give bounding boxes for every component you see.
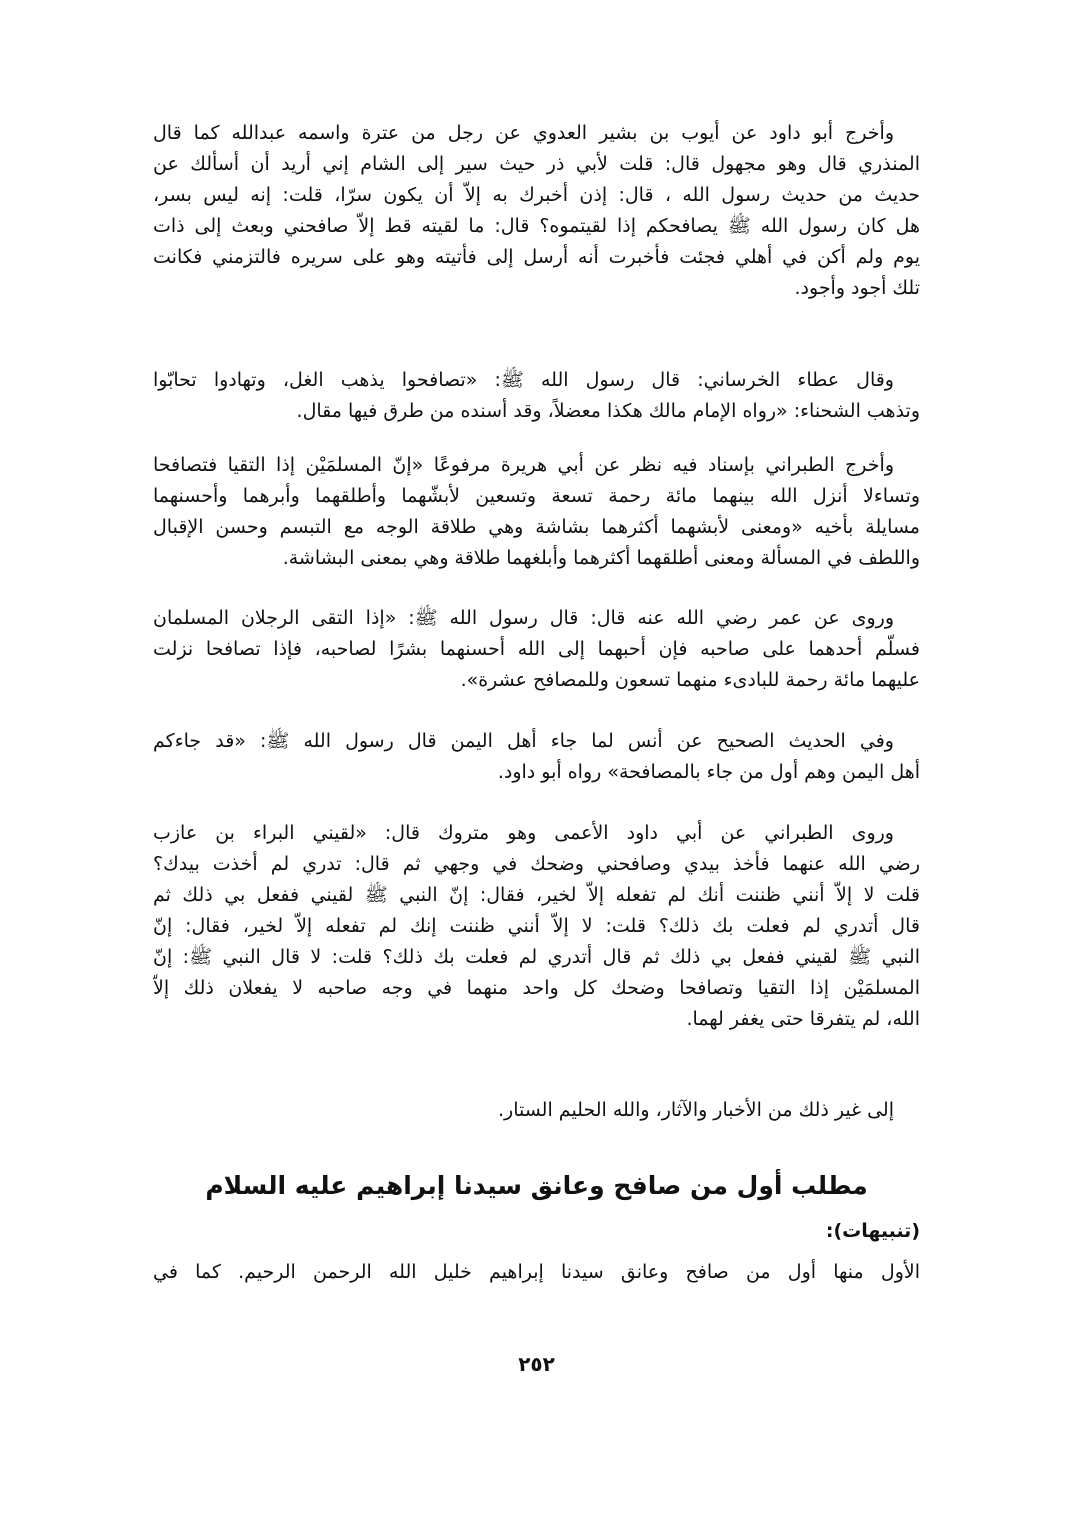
text-line: وفي الحديث الصحيح عن أنس لما جاء أهل اليمن قال رسول الله ﷺ: «قد جاءكم [153, 730, 894, 752]
text-line: وتساءلا أنزل الله بينهما مائة رحمة تسعة وتسعين لأبشّهما وأطلقهما وأبرهما وأحسنهما [153, 485, 920, 507]
text-line: وأخرج الطبراني بإسناد فيه نظر عن أبي هريرة مرفوعًا «إنّ المسلمَيْن إذا التقيا فتصافحا [153, 454, 894, 476]
paragraph-6 [153, 818, 920, 1035]
text-line: فسلّم أحدهما على صاحبه فإن أحبهما إلى الله أحسنهما بشرًا لصاحبه، فإذا تصافحا نزلت [153, 638, 920, 660]
text-line: حديث من حديث رسول الله ، قال: إذن أخبرك به إلاّ أن يكون سرّا، قلت: إنه ليس بسر، [153, 184, 920, 206]
text-line: إلى غير ذلك من الأخبار والآثار، والله الحليم الستار. [498, 1099, 894, 1121]
text-line: قال أتدري لم فعلت بك ذلك؟ قلت: لا إلاّ أنني ظننت إنك لم تفعله إلاّ لخير، فقال: إنّ [153, 915, 920, 937]
text-line: تلك أجود وأجود. [794, 277, 920, 299]
paragraph-4 [153, 603, 920, 696]
text-line: وقال عطاء الخرساني: قال رسول الله ﷺ: «تصافحوا يذهب الغل، وتهادوا تحابّوا [153, 369, 894, 391]
text-line: أهل اليمن وهم أول من جاء بالمصافحة» رواه أبو داود. [497, 761, 920, 783]
subheading: (تنبيهات): [825, 1220, 920, 1242]
paragraph-final [153, 1257, 920, 1288]
text-line: وروى الطبراني عن أبي داود الأعمى وهو متروك قال: «لقيني البراء بن عازب [153, 822, 894, 844]
text-line: الله، لم يتفرقا حتى يغفر لهما. [686, 1008, 920, 1030]
text-line: واللطف في المسألة ومعنى أطلقهما أكثرهما وأبلغهما طلاقة وهي بمعنى البشاشة. [282, 547, 920, 569]
paragraph-1 [153, 118, 920, 304]
paragraph-5 [153, 726, 920, 788]
text-line: الأول منها أول من صافح وعانق سيدنا إبراهيم خليل الله الرحمن الرحيم. كما في [153, 1261, 920, 1283]
paragraph-2 [153, 365, 920, 427]
text-line: وتذهب الشحناء: «رواه الإمام مالك هكذا معضلاً، وقد أسنده من طرق فيها مقال. [296, 400, 920, 422]
text-line: قلت لا إلاّ أنني ظننت أنك لم تفعله إلاّ لخير، فقال: إنّ النبي ﷺ لقيني ففعل بي ذلك ثم [153, 884, 920, 906]
text-line: المنذري قال وهو مجهول قال: قلت لأبي ذر حيث سير إلى الشام إني أريد أن أسألك عن [153, 153, 920, 175]
text-line: هل كان رسول الله ﷺ يصافحكم إذا لقيتموه؟ قال: ما لقيته قط إلاّ صافحني وبعث إلى ذات [153, 215, 920, 237]
text-line: عليهما مائة رحمة للبادىء منهما تسعون وللمصافح عشرة». [460, 669, 920, 691]
page-number: ٢٥٢ [518, 1352, 555, 1376]
text-line: رضي الله عنهما فأخذ بيدي وصافحني وضحك في وجهي ثم قال: تدري لم أخذت بيدك؟ [153, 853, 920, 875]
section-heading: مطلب أول من صافح وعانق سيدنا إبراهيم عليه السلام [205, 1171, 868, 1200]
text-line: مسايلة بأخيه «ومعنى لأبشهما أكثرهما بشاشة وهي طلاقة الوجه مع التبسم وحسن الإقبال [153, 516, 920, 538]
paragraph-3 [153, 450, 920, 574]
text-line: وأخرج أبو داود عن أيوب بن بشير العدوي عن رجل من عترة واسمه عبدالله كما قال [153, 122, 894, 144]
text-line: يوم ولم أكن في أهلي فجئت فأخبرت أنه أرسل إلى فأتيته وهو على سريره فالتزمني فكانت [153, 246, 920, 268]
text-line: النبي ﷺ لقيني ففعل بي ذلك ثم قال أتدري لم فعلت بك ذلك؟ قلت: لا قال النبي ﷺ: إنّ [153, 946, 920, 968]
paragraph-7 [153, 1095, 920, 1126]
text-line: وروى عن عمر رضي الله عنه قال: قال رسول الله ﷺ: «إذا التقى الرجلان المسلمان [153, 607, 894, 629]
text-line: المسلمَيْن إذا التقيا وتصافحا وضحك كل واحد منهما في وجه صاحبه لا يفعلان ذلك إلاّ [153, 977, 920, 999]
